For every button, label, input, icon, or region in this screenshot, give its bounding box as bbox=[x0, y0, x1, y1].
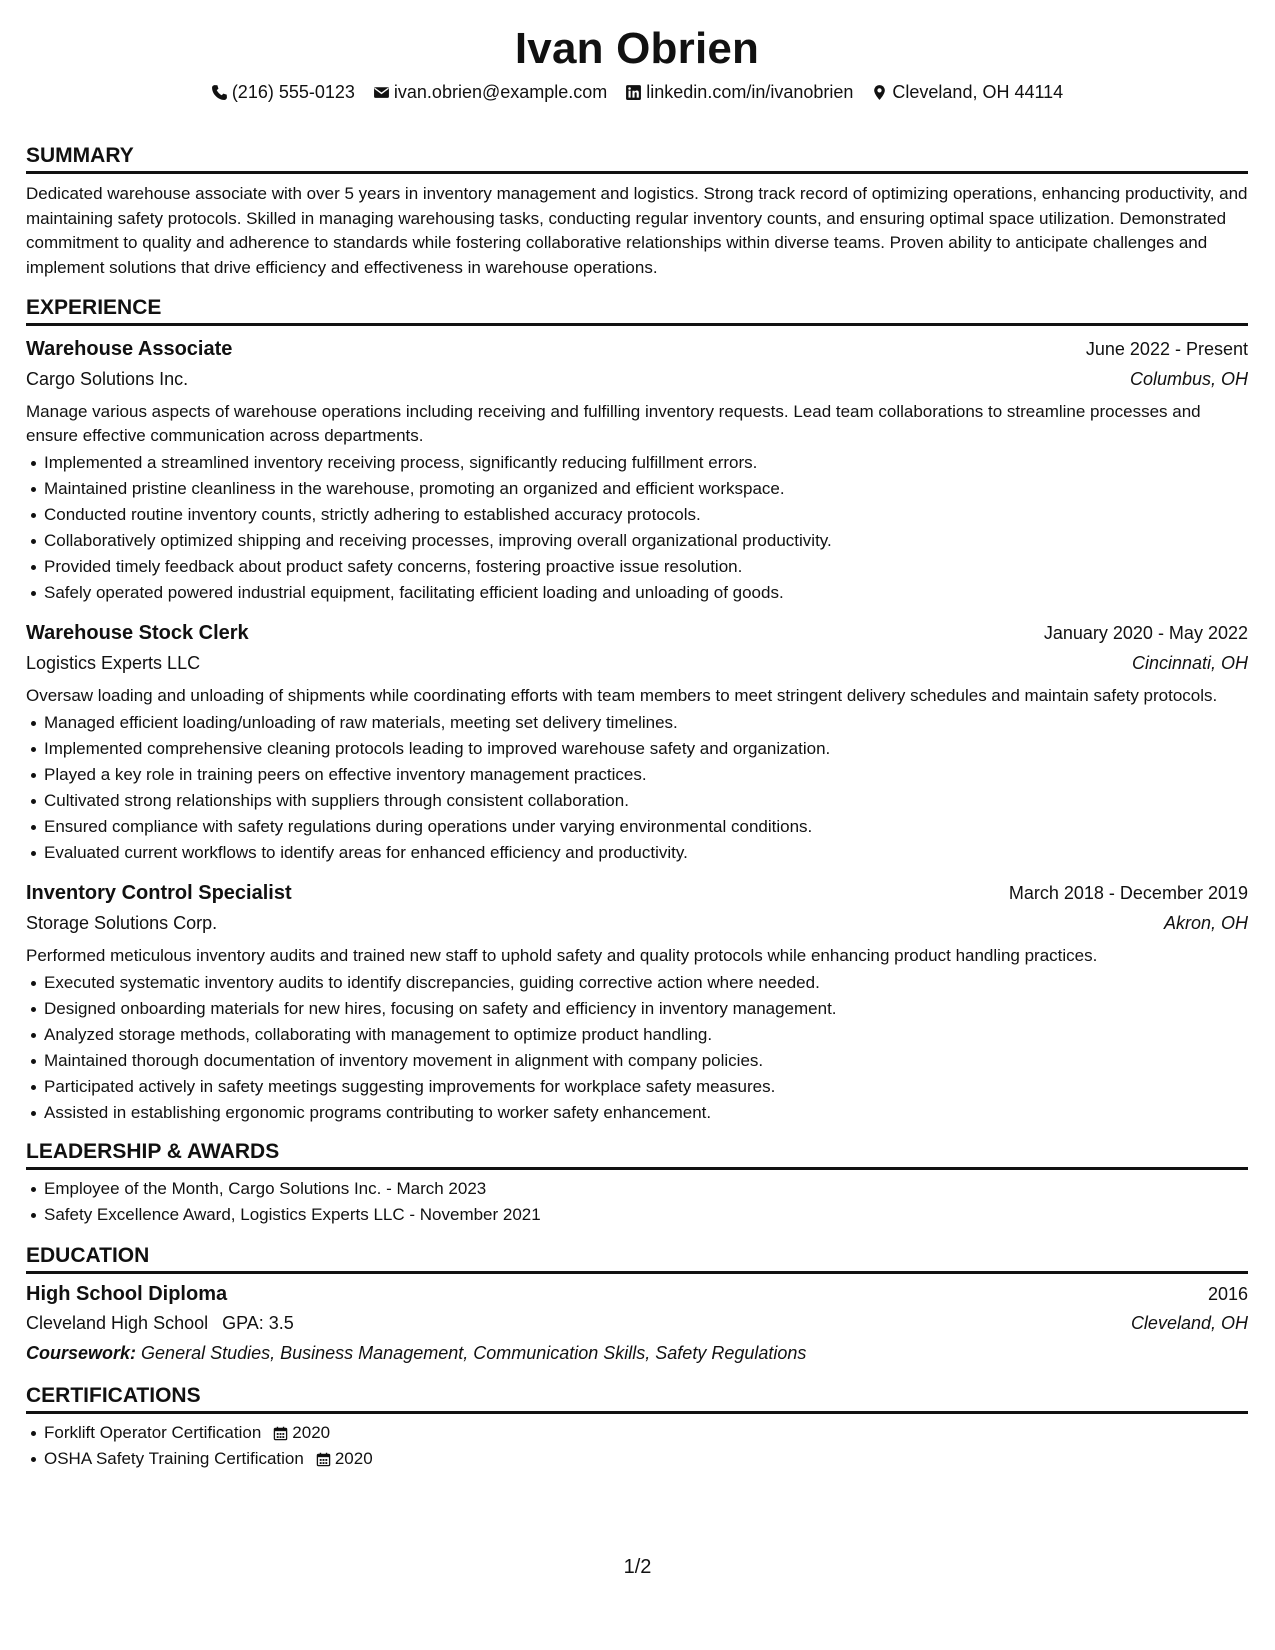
coursework-list: General Studies, Business Management, Communication Skills, Safety Regulations bbox=[141, 1343, 807, 1363]
cert-year: 2020 bbox=[292, 1423, 331, 1442]
job-bullets bbox=[26, 970, 1248, 1126]
summary-section bbox=[26, 142, 1248, 280]
candidate-name: Ivan Obrien bbox=[514, 24, 760, 73]
job-description: Oversaw loading and unloading of shipments while coordinating efforts with team members to meet stringent delivery schedules and maintain safety protocols. bbox=[26, 686, 1218, 705]
job-company: Logistics Experts LLC bbox=[26, 653, 201, 673]
contact-email bbox=[373, 80, 607, 104]
list-item bbox=[44, 1420, 1248, 1446]
list-item: Safely operated powered industrial equipment, facilitating efficient loading and unloading of goods. bbox=[44, 580, 1248, 606]
certifications-list bbox=[26, 1420, 1248, 1472]
list-item: Executed systematic inventory audits to identify discrepancies, guiding corrective action where needed. bbox=[44, 970, 1248, 996]
email-link[interactable]: ivan.obrien@example.com bbox=[393, 82, 608, 102]
school-info bbox=[26, 1308, 294, 1338]
section-title-education: EDUCATION bbox=[26, 1242, 1248, 1274]
job-entry bbox=[26, 618, 1248, 866]
map-marker-icon bbox=[871, 84, 888, 101]
cert-name: Forklift Operator Certification bbox=[44, 1423, 262, 1442]
school-name: Cleveland High School bbox=[26, 1313, 209, 1333]
list-item bbox=[44, 1446, 1248, 1472]
list-item: Assisted in establishing ergonomic programs contributing to worker safety enhancement. bbox=[44, 1100, 1248, 1126]
list-item: Collaboratively optimized shipping and receiving processes, improving overall organizational productivity. bbox=[44, 528, 1248, 554]
experience-section bbox=[26, 294, 1248, 1126]
job-description: Performed meticulous inventory audits and trained new staff to uphold safety and quality protocols while enhancing product handling practices. bbox=[26, 946, 1098, 965]
list-item: Analyzed storage methods, collaborating with management to optimize product handling. bbox=[44, 1022, 1248, 1048]
job-entry bbox=[26, 878, 1248, 1126]
resume-page bbox=[26, 0, 1248, 1472]
linkedin-icon bbox=[625, 84, 642, 101]
graduation-year: 2016 bbox=[1207, 1284, 1248, 1304]
job-dates: January 2020 - May 2022 bbox=[1043, 623, 1248, 643]
phone-icon bbox=[211, 84, 228, 101]
education-section bbox=[26, 1242, 1248, 1368]
list-item: Employee of the Month, Cargo Solutions Inc. - March 2023 bbox=[44, 1176, 1248, 1202]
cert-year: 2020 bbox=[334, 1449, 373, 1468]
coursework-label: Coursework: bbox=[26, 1343, 137, 1363]
job-title: Warehouse Associate bbox=[26, 338, 233, 360]
section-title-experience: EXPERIENCE bbox=[26, 294, 1248, 326]
location-text: Cleveland, OH 44114 bbox=[892, 82, 1064, 102]
school-location: Cleveland, OH bbox=[1130, 1313, 1248, 1333]
envelope-icon bbox=[373, 84, 390, 101]
contact-location bbox=[871, 80, 1063, 104]
contact-phone bbox=[211, 80, 355, 104]
certifications-section bbox=[26, 1382, 1248, 1472]
list-item: Implemented a streamlined inventory receiving process, significantly reducing fulfillment errors. bbox=[44, 450, 1248, 476]
gpa: GPA: 3.5 bbox=[222, 1313, 294, 1333]
cert-name: OSHA Safety Training Certification bbox=[44, 1449, 304, 1468]
job-dates: June 2022 - Present bbox=[1085, 339, 1248, 359]
section-title-summary: SUMMARY bbox=[26, 142, 1248, 174]
coursework bbox=[26, 1338, 1248, 1368]
list-item: Participated actively in safety meetings suggesting improvements for workplace safety measures. bbox=[44, 1074, 1248, 1100]
job-bullets bbox=[26, 450, 1248, 606]
job-location: Cincinnati, OH bbox=[1131, 653, 1248, 673]
job-location: Columbus, OH bbox=[1129, 369, 1248, 389]
summary-text: Dedicated warehouse associate with over 5 years in inventory management and logistics. Strong track record of optimizing operations, enhancing productivity, and maintaining safety protocols. Skilled in managing warehousing tasks, conducting regular inventory counts, and ensuring optimal space utilization. Demonstrated commitment to quality and adherence to standards while fostering collaborative relationships within diverse teams. Proven ability to anticipate challenges and implement solutions that drive efficiency and effectiveness in warehouse operations. bbox=[26, 184, 1248, 277]
list-item: Cultivated strong relationships with suppliers through consistent collaboration. bbox=[44, 788, 1248, 814]
job-dates: March 2018 - December 2019 bbox=[1008, 883, 1248, 903]
list-item: Maintained thorough documentation of inventory movement in alignment with company policies. bbox=[44, 1048, 1248, 1074]
list-item: Played a key role in training peers on effective inventory management practices. bbox=[44, 762, 1248, 788]
job-title: Inventory Control Specialist bbox=[26, 882, 292, 904]
cert-date bbox=[316, 1446, 373, 1472]
job-description: Manage various aspects of warehouse operations including receiving and fulfilling inventory requests. Lead team collaborations to streamline processes and ensure effective communication across departments. bbox=[26, 402, 1201, 445]
page-number: 1/2 bbox=[623, 1556, 652, 1578]
awards-list bbox=[26, 1176, 1248, 1228]
section-title-certifications: CERTIFICATIONS bbox=[26, 1382, 1248, 1414]
list-item: Ensured compliance with safety regulations during operations under varying environmental conditions. bbox=[44, 814, 1248, 840]
linkedin-link[interactable]: linkedin.com/in/ivanobrien bbox=[646, 82, 854, 102]
list-item: Managed efficient loading/unloading of raw materials, meeting set delivery timelines. bbox=[44, 710, 1248, 736]
job-company: Cargo Solutions Inc. bbox=[26, 369, 189, 389]
list-item: Designed onboarding materials for new hires, focusing on safety and efficiency in inventory management. bbox=[44, 996, 1248, 1022]
leadership-section bbox=[26, 1138, 1248, 1228]
cert-date bbox=[273, 1420, 330, 1446]
calendar-icon bbox=[316, 1452, 331, 1467]
job-company: Storage Solutions Corp. bbox=[26, 913, 218, 933]
list-item: Implemented comprehensive cleaning protocols leading to improved warehouse safety and organization. bbox=[44, 736, 1248, 762]
contact-linkedin bbox=[625, 80, 853, 104]
contact-bar bbox=[26, 80, 1248, 104]
list-item: Evaluated current workflows to identify areas for enhanced efficiency and productivity. bbox=[44, 840, 1248, 866]
section-title-leadership: LEADERSHIP & AWARDS bbox=[26, 1138, 1248, 1170]
job-bullets bbox=[26, 710, 1248, 866]
list-item: Maintained pristine cleanliness in the warehouse, promoting an organized and efficient workspace. bbox=[44, 476, 1248, 502]
job-entry bbox=[26, 334, 1248, 606]
degree: High School Diploma bbox=[26, 1283, 228, 1305]
phone-number: (216) 555-0123 bbox=[231, 82, 355, 102]
list-item: Provided timely feedback about product safety concerns, fostering proactive issue resolution. bbox=[44, 554, 1248, 580]
list-item: Safety Excellence Award, Logistics Experts LLC - November 2021 bbox=[44, 1202, 1248, 1228]
job-title: Warehouse Stock Clerk bbox=[26, 622, 249, 644]
list-item: Conducted routine inventory counts, strictly adhering to established accuracy protocols. bbox=[44, 502, 1248, 528]
job-location: Akron, OH bbox=[1163, 913, 1248, 933]
calendar-icon bbox=[273, 1426, 288, 1441]
